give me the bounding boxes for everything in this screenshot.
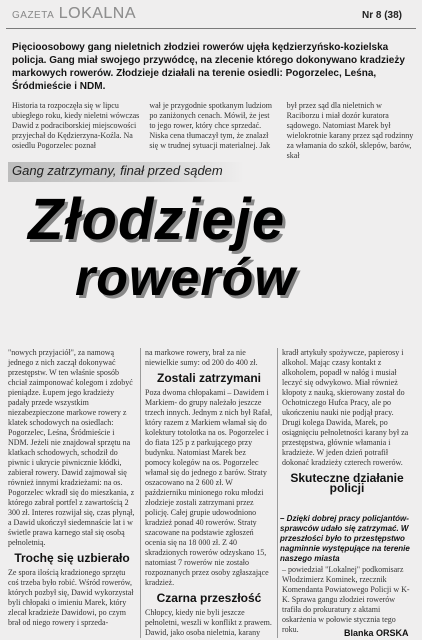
headline-line-2: rowerów — [75, 249, 296, 307]
intro-col-3: był przez sąd dla nieletnich w Raciborzu i miał dozór kuratora sądowego. Natomiast Marek był wielokrotnie karany przez sąd rodzinny za włamania do szkół, sklepów, barów, skał — [286, 101, 414, 160]
logo-small: GAZETA — [12, 10, 55, 21]
body-col-1 — [8, 348, 136, 628]
subheading-4: Skuteczne działanie policji — [290, 471, 404, 495]
column-divider — [140, 348, 141, 638]
paragraph: "nowych przyjaciół", za namową jednego z nich zaczął dokonywać przestępstw. W ten właśnie sposób chciał zaimponować kolegom i zdobyć pieniądze. Łupem jego kradzieży padały przede wszystkim niezabezpieczone markowe rowery z klatek schodowych na osiedlach: Pogorzelec, Leśna, Śródmieście i NDM. Jeżeli nie znajdował sprzętu na klatkach schodowych, schodził do piwnic i ukrycie piwnicznie kłódki, zabierał rowery. Dawid zajmował się również innymi kradzieżami: na os. Pogorzelec wkradł się do mieszkania, z którego zabrał portfel z zawartością 2 300 zł. Interes rozwijał się, czas płynął, a Dawid ukończył siedemnaście lat i w świetle prawa karnego stał się osobą pełnoletnią. — [8, 348, 135, 547]
logo-big: LOKALNA — [58, 5, 137, 22]
paragraph: Ze spora ilością kradzionego sprzętu coś trzeba było robić. Wśród rowerów, których pozbył się, Dawid wykorzystał byli chłopaki o imieniu Marek, który zlecał kradzieże Dawidowi, po czym brał od niego rowery i sprzeda- — [8, 568, 134, 627]
masthead — [0, 0, 422, 28]
paragraph: Chłopcy, kiedy nie byli jeszcze pełnoletni, weszli w konflikt z prawem. Dawid, jako osoba nieletnia, karany — [145, 608, 272, 637]
headline-line-1: Złodzieje — [28, 187, 286, 252]
police-quote: – Dzięki dobrej pracy policjantów- sprawców udało się zatrzymać. W przeszłości było to przestępstwo nagminnie występujące na terenie naszego miasta — [280, 514, 410, 563]
subheading-3: Czarna przeszłość — [156, 591, 262, 605]
subheading-1: Trochę się uzbierało — [14, 551, 130, 565]
intro-columns — [12, 101, 414, 161]
paragraph: kradł artykuły spożywcze, papierosy i alkohol. Mając czasy kontakt z alkoholem, popadł w nałóg i musiał leczyć się odwykowo. Miał również kłopoty z nauką, skierowany został do Ochotniczego Hufca Pracy, ale po ukończeniu nauki nie podjął pracy. Drugi kolega Dawida, Marek, po osiągnięciu pełnoletności karany był za przestępstwa, głównie włamania i kradzieże. W jeden dzień potrafił dokonać kradzieży czterech rowerów. — [282, 348, 409, 467]
kicker: Gang zatrzymany, finał przed sądem — [12, 163, 223, 178]
paragraph: Poza dwoma chłopakami – Dawidem i Markiem- do grupy należało jeszcze trzech innych. Jednym z nich był Rafał, który razem z Markiem włamał się do kolektury totolotka na os. Pogorzelec i do fiata 125 p z parkującego przy budynku. Natomiast Marek bez pomocy kolegów na os. Pogorzelec włamał się do jednego z barów. Straty oszacowano na 2 600 zł. W październiku minionego roku młodzi złodzieje zostali zatrzymani przez policję. Całej grupie udowodniono kradzież ponad 40 rowerów. Straty szacowane na podstawie zgłoszeń ocenia się na 18 000 zł. Z 40 skradzionych rowerów odzyskano 15, natomiast 7 rowerów nie zostało rozpoznanych przez osoby zgłaszające kradzież. — [145, 388, 273, 587]
column-divider — [277, 348, 278, 638]
paragraph: – powiedział "Lokalnej" podkomisarz Włodzimierz Kominek, rzecznik Komendanta Powiatowego Policji w K-K. Sprawa gangu złodziei rowerów trafiła do prokuratury z aktami oskarżenia w połowie stycznia tego roku. — [282, 565, 410, 634]
newspaper-logo — [12, 5, 136, 23]
body-col-3 — [282, 348, 412, 498]
paragraph: na markowe rowery, brał za nie niewielkie sumy: od 200 do 400 zł. — [145, 348, 258, 367]
author-signature: Blanka ORSKA — [344, 628, 409, 638]
issue-number: Nr 8 (38) — [361, 10, 402, 21]
header-rule — [6, 28, 416, 29]
intro-col-1: Historia ta rozpoczęła się w lipcu ubiegłego roku, kiedy nieletni wówczas Dawid z podraciborskiej miejscowości przyjechał do Kędzierzyna-Koźla. Na osiedlu Pogorzelec poznał — [12, 101, 140, 150]
body-col-2 — [145, 348, 273, 638]
lead-paragraph: Pięcioosobowy gang nieletnich złodziei rowerów ujęła kędzierzyńsko-kozielska policja. Gang miał swojego przywódcę, na zlecenie którego dokonywano kradzieży markowych rowerów. Złodzieje działali na terenie osiedli: Pogorzelec, Leśna, Śródmieście i NDM. — [12, 42, 405, 92]
subheading-2: Zostali zatrzymani — [156, 371, 262, 385]
intro-col-2: wał je przygodnie spotkanym ludziom po zaniżonych cenach. Mówił, że jest to jego rower, który chce sprzedać. Niska cena tłumaczył tym, że znalazł się w trudnej sytuacji materialnej. Jak — [149, 101, 272, 150]
body-col-3b — [282, 565, 412, 635]
